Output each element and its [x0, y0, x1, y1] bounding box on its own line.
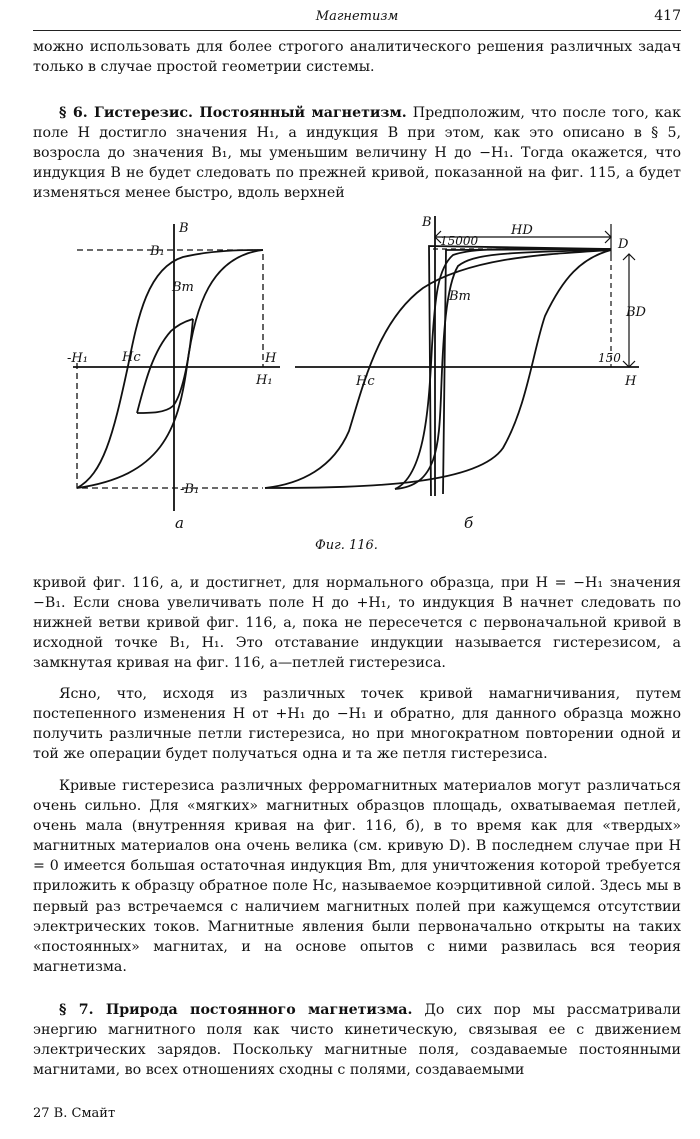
panel-a-label-b: B: [179, 221, 189, 236]
panel-a-inner-descending: [137, 319, 193, 413]
panel-b-label-bd: BD: [626, 305, 646, 320]
panel-a-label-b1: B₁: [150, 244, 165, 259]
panel-b-label-150: 150: [598, 351, 621, 365]
panel-a-outer-ascending: [77, 250, 263, 488]
panel-a-label-neg-b1: -B₁: [180, 482, 200, 497]
paragraph-1: кривой фиг. 116, а, и достигнет, для нормального образца, при H = −H₁ значения −B₁. Если снова увеличивать поле H до +H₁, то индукция B начнет следовать по нижней ветви кривой фиг. 116, а, пока не пересечется с первоначальной кривой в исходной точке B₁, H₁. Это отставание индукции называется гистерезисом, а замкнутая кривая на фиг. 116, а—петлей гистерезиса.: [33, 575, 681, 672]
panel-b-plot: [265, 216, 639, 496]
panel-a-label-hc: Hc: [122, 350, 141, 365]
panel-a-label-h: H: [265, 351, 277, 366]
panel-a-letter: а: [175, 514, 184, 532]
panel-b-label-hd: HD: [511, 223, 533, 238]
figure-116: [33, 206, 681, 551]
panel-a-label-h1: H₁: [256, 373, 273, 388]
section-7: [33, 1000, 681, 1080]
panel-a-label-bm: Bm: [172, 280, 194, 295]
hysteresis-figures: [33, 206, 681, 551]
running-title: Магнетизм: [315, 9, 399, 24]
panel-b-label-b: B: [422, 215, 432, 230]
paragraph-2: Ясно, что, исходя из различных точек кривой намагничивания, путем постепенного изменения H от +H₁ до −H₁ и обратно, для данного образца можно получить различные петли гистерезиса, но при многократном повторении одной и той же операции будет получаться одна и та же петля гистерезиса.: [33, 686, 681, 763]
intro-paragraph: можно использовать для более строгого аналитического решения различных задач только в случае простой геометрии системы.: [33, 39, 681, 76]
section-7-heading: § 7. Природа постоянного магнетизма.: [59, 1002, 413, 1018]
section-6: [33, 103, 681, 203]
page-number: 417: [654, 8, 681, 24]
paragraph-3: Кривые гистерезиса различных ферромагнитных материалов могут различаться очень сильно. Для «мягких» магнитных образцов площадь, охватываемая петлей, очень мала (внутренняя кривая на фиг. 116, б), в то время как для «твердых» магнитных материалов она очень велика (см. кривую D). В последнем случае при H = 0 имеется большая остаточная индукция Bm, для уничтожения которой требуется приложить к образцу обратное поле Hc, называемое коэрцитивной силой. Здесь мы в первый раз встречаемся с наличием магнитных полей при кажущемся отсутствии электрических токов. Магнитные явления были первоначально открыты на таких «постоянных» магнитах, и на основе опытов с ними развилась вся теория магнетизма.: [33, 778, 681, 975]
panel-a-dashed-upper: [77, 250, 263, 367]
page-footer: 27 В. Смайт: [33, 1106, 116, 1121]
panel-b-label-bm: Bm: [449, 289, 471, 304]
panel-b-label-d: D: [618, 237, 629, 252]
page-header: [33, 8, 681, 31]
section-6-heading: § 6. Гистерезис. Постоянный магнетизм.: [59, 105, 407, 121]
panel-a-dashed-lower: [77, 363, 263, 488]
panel-b-label-15000: 15000: [440, 234, 479, 248]
panel-b-label-hc: Hc: [356, 374, 375, 389]
panel-b-letter: б: [464, 514, 474, 532]
panel-b-label-h: H: [625, 374, 637, 389]
panel-a-label-neg-h1: -H₁: [67, 351, 88, 366]
section-6-text: Предположим, что после того, как поле H достигло значения H₁, а индукция B при этом, как это описано в § 5, возросла до значения B₁, мы уменьшим величину H до −H₁. Тогда окажется, что индукция B не будет следовать по прежней кривой, показанной на фиг. 115, а будет изменяться менее быстро, вдоль верхней: [33, 105, 681, 202]
section-7-text: До сих пор мы рассматривали энергию магнитного поля как чисто кинетическую, связывая ее с движением электрических зарядов. Поскольку магнитные поля, создаваемые постоянными магнитами, во всех отношениях сходны с полями, создаваемыми: [33, 1002, 681, 1079]
panel-a-inner-ascending: [137, 319, 193, 413]
figure-caption: Фиг. 116.: [315, 538, 378, 551]
panel-b-soft-ascending: [429, 246, 611, 496]
panel-a-plot: [73, 224, 280, 511]
panel-b-soft-descending: [443, 249, 611, 494]
